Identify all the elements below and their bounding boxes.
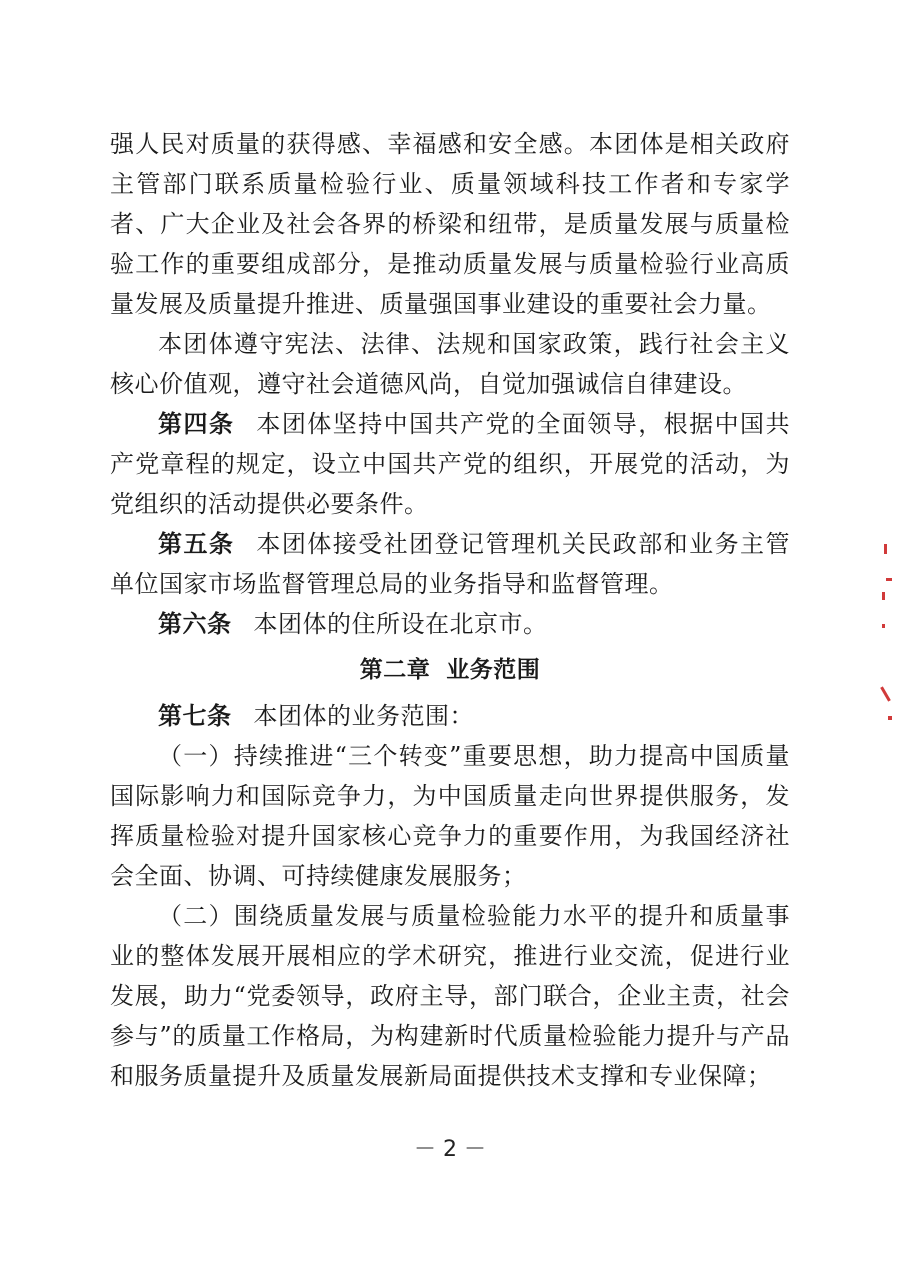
article-5-label: 第五条 [158,529,235,558]
article-7-label: 第七条 [158,701,232,730]
seal-mark [880,686,891,701]
paragraph-1: 强人民对质量的获得感、幸福感和安全感。本团体是相关政府主管部门联系质量检验行业、质量领域科技工作者和专家学者、广大企业及社会各界的桥梁和纽带，是质量发展与质量检验工作的重要组成部分，是推动质量发展与质量检验行业高质量发展及质量提升推进、质量强国事业建设的重要社会力量。 [110,130,790,318]
page-number: － 2 － [414,1137,486,1162]
scope-item-1: （一）持续推进“三个转变”重要思想，助力提高中国质量国际影响力和国际竞争力，为中国质量走向世界提供服务，发挥质量检验对提升国家核心竞争力的重要作用，为我国经济社会全面、协调、可持续健康发展服务； [110,742,790,890]
article-6-text: 本团体的住所设在北京市。 [253,610,548,638]
seal-mark [886,578,892,581]
article-5 [110,524,790,604]
article-5-text: 本团体接受社团登记管理机关民政部和业务主管单位国家市场监督管理总局的业务指导和监督管理。 [110,530,791,598]
article-4-text: 本团体坚持中国共产党的全面领导，根据中国共产党章程的规定，设立中国共产党的组织，开展党的活动，为党组织的活动提供必要条件。 [110,410,791,518]
article-6 [110,604,790,644]
seal-edge-marks [870,530,900,750]
chapter-number: 第二章 [359,657,431,683]
article-4 [110,404,790,524]
chapter-heading [110,650,790,690]
seal-mark [882,624,885,628]
scope-item-2: （二）围绕质量发展与质量检验能力水平的提升和质量事业的整体发展开展相应的学术研究，推进行业交流，促进行业发展，助力“党委领导，政府主导，部门联合，企业主责，社会参与”的质量工作格局，为构建新时代质量检验能力提升与产品和服务质量提升及质量发展新局面提供技术支撑和专业保障； [110,902,790,1090]
document-body [110,124,790,1096]
paragraph-2: 本团体遵守宪法、法律、法规和国家政策，践行社会主义核心价值观，遵守社会道德风尚，自觉加强诚信自律建设。 [110,330,790,398]
chapter-title: 业务范围 [446,657,541,683]
article-4-label: 第四条 [158,409,235,438]
seal-mark [888,716,892,720]
seal-mark [884,544,887,554]
article-7 [110,696,790,736]
seal-mark [882,592,885,600]
article-6-label: 第六条 [158,609,232,638]
article-7-text: 本团体的业务范围： [253,702,474,730]
